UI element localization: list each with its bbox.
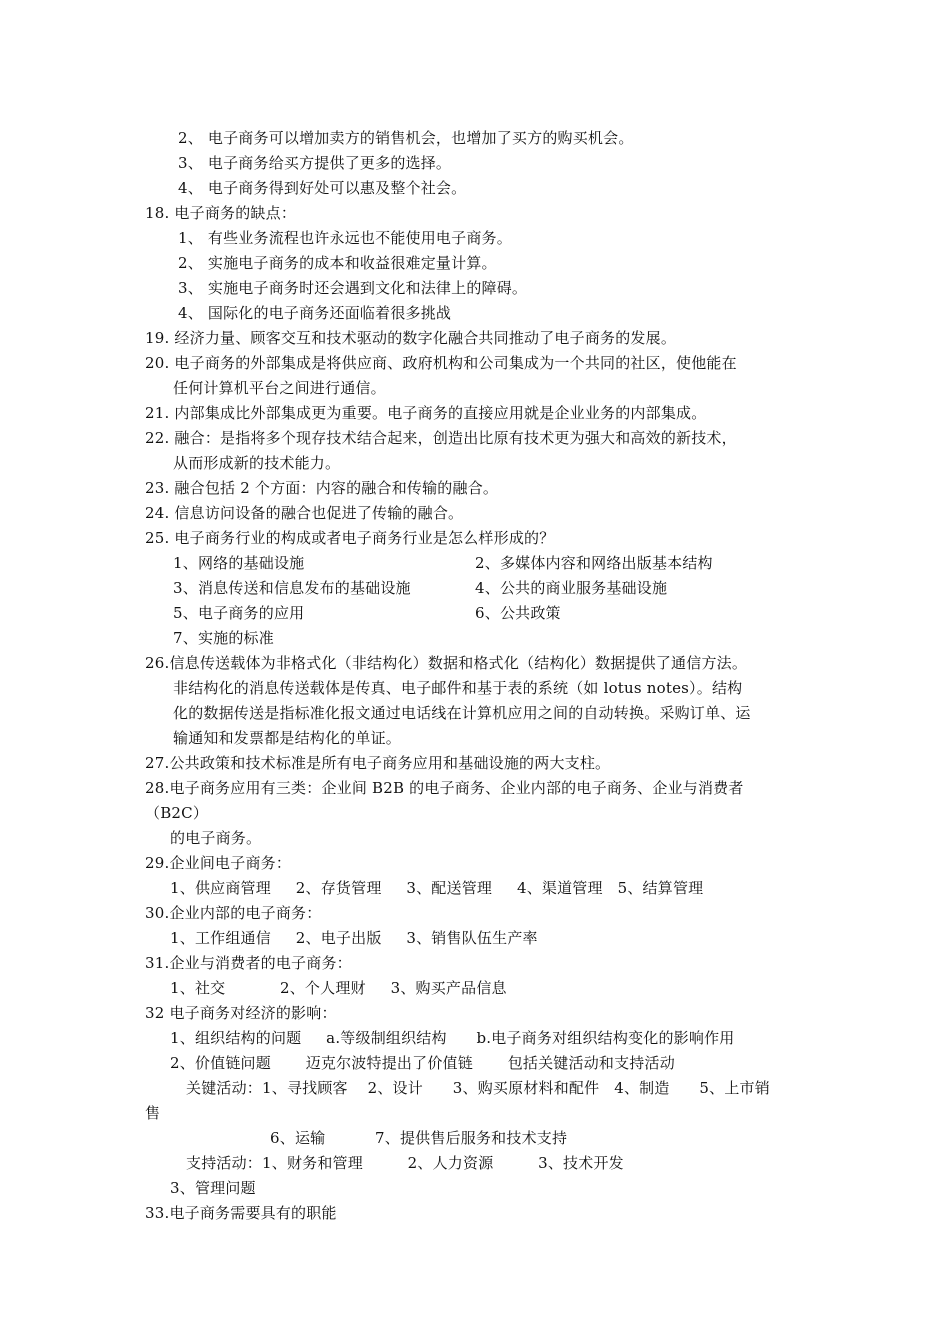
text-line: 4、 电子商务得到好处可以惠及整个社会。 xyxy=(178,179,467,197)
text-line: 1、组织结构的问题 a.等级制组织结构 b.电子商务对组织结构变化的影响作用 xyxy=(170,1029,735,1047)
text-line: 1、供应商管理 2、存货管理 3、配送管理 4、渠道管理 5、结算管理 xyxy=(170,879,704,897)
text-line: 27.公共政策和技术标准是所有电子商务应用和基础设施的两大支柱。 xyxy=(145,754,611,772)
text-line: 20. 电子商务的外部集成是将供应商、政府机构和公司集成为一个共同的社区，使他能在 xyxy=(145,354,737,372)
text-line: 22. 融合：是指将多个现存技术结合起来，创造出比原有技术更为强大和高效的新技术， xyxy=(145,429,737,447)
text-line: 任何计算机平台之间进行通信。 xyxy=(173,379,386,397)
text-line: 2、 电子商务可以增加卖方的销售机会，也增加了买方的购买机会。 xyxy=(178,129,634,147)
text-line: 31.企业与消费者的电子商务： xyxy=(145,954,352,972)
text-line: 21. 内部集成比外部集成更为重要。电子商务的直接应用就是企业业务的内部集成。 xyxy=(145,404,707,422)
text-line: 1、工作组通信 2、电子出版 3、销售队伍生产率 xyxy=(170,929,538,947)
text-line: 29.企业间电子商务： xyxy=(145,854,292,872)
text-line: 2、价值链问题 迈克尔波特提出了价值链 包括关键活动和支持活动 xyxy=(170,1054,675,1072)
text-line: 3、消息传送和信息发布的基础设施 xyxy=(173,579,411,597)
text-line: 化的数据传送是指标准化报文通过电话线在计算机应用之间的自动转换。采购订单、运 xyxy=(173,704,751,722)
text-line: 6、公共政策 xyxy=(475,604,561,622)
text-line: 售 xyxy=(145,1104,161,1122)
text-line: 7、实施的标准 xyxy=(173,629,274,647)
text-line: 3、管理问题 xyxy=(170,1179,256,1197)
text-line: 的电子商务。 xyxy=(170,829,262,847)
text-line: 1、 有些业务流程也许永远也不能使用电子商务。 xyxy=(178,229,512,247)
text-line: 输通知和发票都是结构化的单证。 xyxy=(173,729,402,747)
text-line: 28.电子商务应用有三类：企业间 B2B 的电子商务、企业内部的电子商务、企业与消费者 xyxy=(145,779,744,797)
text-line: 支持活动：1、财务和管理 2、人力资源 3、技术开发 xyxy=(186,1154,624,1172)
text-line: 6、运输 7、提供售后服务和技术支持 xyxy=(270,1129,568,1147)
text-line: 关键活动：1、寻找顾客 2、设计 3、购买原材料和配件 4、制造 5、上市销 xyxy=(186,1079,770,1097)
text-line: 30.企业内部的电子商务： xyxy=(145,904,322,922)
text-line: 4、 国际化的电子商务还面临着很多挑战 xyxy=(178,304,452,322)
text-line: 5、电子商务的应用 xyxy=(173,604,305,622)
text-line: 非结构化的消息传送载体是传真、电子邮件和基于表的系统（如 lotus notes）。结构 xyxy=(173,679,743,697)
text-line: （B2C） xyxy=(145,804,209,822)
text-line: 4、公共的商业服务基础设施 xyxy=(475,579,668,597)
text-line: 25. 电子商务行业的构成或者电子商务行业是怎么样形成的？ xyxy=(145,529,555,547)
text-line: 2、 实施电子商务的成本和收益很难定量计算。 xyxy=(178,254,497,272)
text-line: 33.电子商务需要具有的职能 xyxy=(145,1204,337,1222)
text-line: 23. 融合包括 2 个方面：内容的融合和传输的融合。 xyxy=(145,479,499,497)
text-line: 1、网络的基础设施 xyxy=(173,554,305,572)
text-line: 32 电子商务对经济的影响： xyxy=(145,1004,337,1022)
text-line: 从而形成新的技术能力。 xyxy=(173,454,341,472)
text-line: 1、社交 2、个人理财 3、购买产品信息 xyxy=(170,979,507,997)
text-line: 26.信息传送载体为非格式化（非结构化）数据和格式化（结构化）数据提供了通信方法。 xyxy=(145,654,748,672)
text-line: 19. 经济力量、顾客交互和技术驱动的数字化融合共同推动了电子商务的发展。 xyxy=(145,329,677,347)
text-line: 3、 实施电子商务时还会遇到文化和法律上的障碍。 xyxy=(178,279,528,297)
text-line: 3、 电子商务给买方提供了更多的选择。 xyxy=(178,154,452,172)
text-line: 2、多媒体内容和网络出版基本结构 xyxy=(475,554,713,572)
text-line: 18. 电子商务的缺点： xyxy=(145,204,297,222)
text-line: 24. 信息访问设备的融合也促进了传输的融合。 xyxy=(145,504,464,522)
